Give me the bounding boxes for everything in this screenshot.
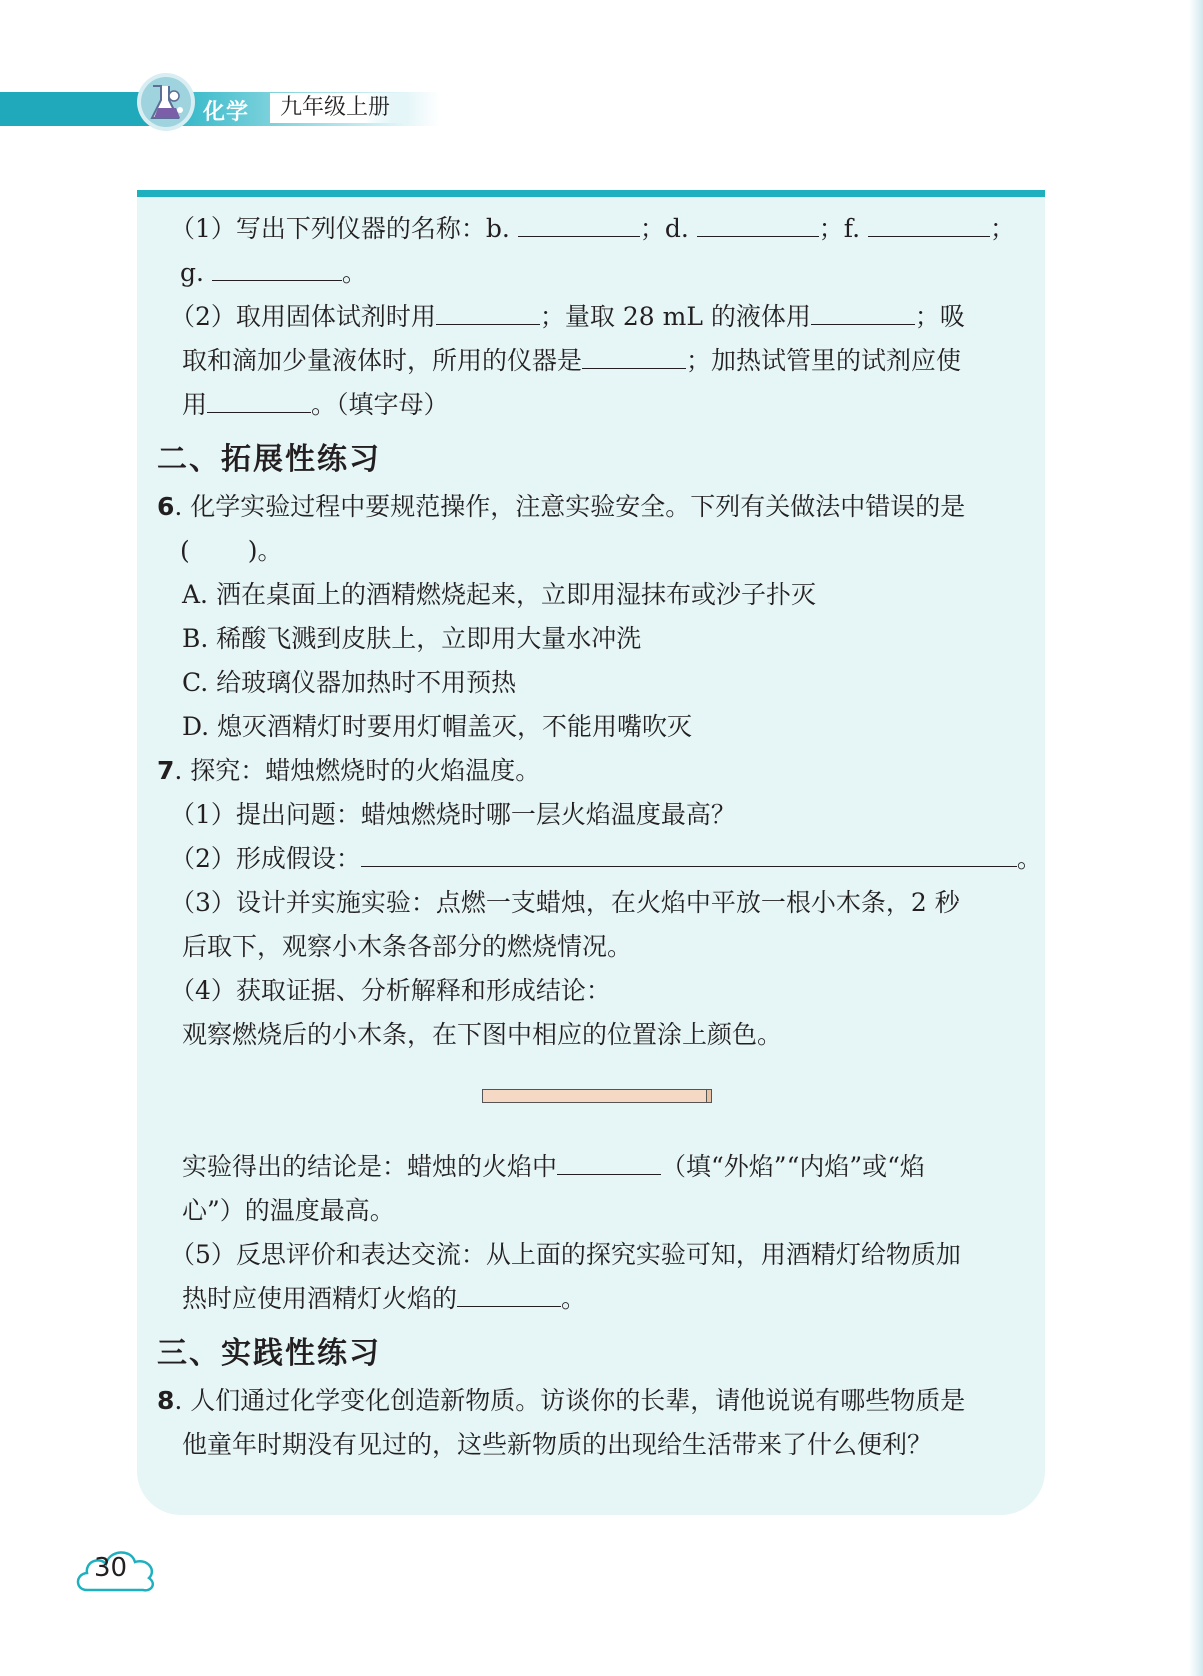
q5-part2-line2 <box>182 344 961 378</box>
q7-stem <box>157 754 540 788</box>
answer-blank-d[interactable] <box>697 214 819 237</box>
q7-part4-line2: 观察燃烧后的小木条，在下图中相应的位置涂上颜色。 <box>182 1020 783 1049</box>
header-bar-left <box>0 92 150 126</box>
q8-line1-text: . 人们通过化学变化创造新物质。访谈你的长辈，请他说说有哪些物质是 <box>174 1386 966 1415</box>
q7-conclusion-hint: （填“外焰”“内焰”或“焰 <box>661 1152 925 1181</box>
q5-p2-text-c: ；吸 <box>914 302 965 331</box>
q7-part5-line1: （5）反思评价和表达交流：从上面的探究实验可知，用酒精灯给物质加 <box>170 1240 961 1269</box>
q6-option-d: D. 熄灭酒精灯时要用灯帽盖灭，不能用嘴吹灭 <box>182 712 693 741</box>
q6-option-b: B. 稀酸飞溅到皮肤上，立即用大量水冲洗 <box>182 624 642 653</box>
q5-p2-text: （2）取用固体试剂时用 <box>170 302 436 331</box>
q7-part5-line2 <box>182 1282 586 1316</box>
q5-p1-text-d: ；d. <box>639 214 689 243</box>
q5-part2-line3 <box>182 388 449 422</box>
answer-blank-f[interactable] <box>868 214 990 237</box>
q7-conclusion-text: 实验得出的结论是：蜡烛的火焰中 <box>182 1152 558 1181</box>
answer-blank-hypothesis[interactable] <box>361 844 1017 867</box>
wood-stick-figure[interactable] <box>482 1089 710 1103</box>
q7-stem-text: . 探究：蜡烛燃烧时的火焰温度。 <box>174 756 541 785</box>
answer-blank-b[interactable] <box>518 214 640 237</box>
answer-blank-flame-layer[interactable] <box>557 1152 661 1175</box>
q5-p1-text-f: ；f. <box>818 214 861 243</box>
q6-answer-paren[interactable]: ( )。 <box>180 536 283 565</box>
q5-p2-text-d: 取和滴加少量液体时，所用的仪器是 <box>182 346 583 375</box>
q7-conclusion-line2: 心”）的温度最高。 <box>182 1196 395 1225</box>
section-title-practice: 三、实践性练习 <box>157 1336 381 1371</box>
q5-p2-text-e: ；加热试管里的试剂应使 <box>686 346 962 375</box>
q5-p1-period: 。 <box>341 258 367 287</box>
answer-blank-heating[interactable] <box>207 390 311 413</box>
q7-part4-line1: （4）获取证据、分析解释和形成结论： <box>170 976 611 1005</box>
q7-p2-period: 。 <box>1016 844 1042 873</box>
answer-blank-dropper[interactable] <box>582 346 686 369</box>
header-subject: 化学 <box>203 100 250 125</box>
answer-blank-g[interactable] <box>212 258 342 281</box>
q8-number: 8 <box>157 1386 175 1415</box>
q6-stem-text: . 化学实验过程中要规范操作，注意实验安全。下列有关做法中错误的是 <box>174 492 966 521</box>
q8-line1 <box>157 1384 965 1418</box>
page-number: 30 <box>94 1553 128 1583</box>
answer-blank-solid[interactable] <box>436 302 540 325</box>
q7-number: 7 <box>157 756 175 785</box>
q7-part3-line2: 后取下，观察小木条各部分的燃烧情况。 <box>182 932 633 961</box>
q5-part1-line2 <box>180 256 367 290</box>
q6-number: 6 <box>157 492 175 521</box>
answer-blank-flame-part[interactable] <box>457 1284 561 1307</box>
q5-p1-text: （1）写出下列仪器的名称：b. <box>170 214 510 243</box>
q5-part1-line1 <box>170 212 1015 246</box>
q6-option-a: A. 洒在桌面上的酒精燃烧起来，立即用湿抹布或沙子扑灭 <box>182 580 816 609</box>
q6-option-c: C. 给玻璃仪器加热时不用预热 <box>182 668 517 697</box>
q7-p5-text: 热时应使用酒精灯火焰的 <box>182 1284 458 1313</box>
q8-line2: 他童年时期没有见过的，这些新物质的出现给生活带来了什么便利？ <box>182 1430 933 1459</box>
page-edge <box>1189 0 1203 1676</box>
q5-p1-text-end: ； <box>989 214 1015 243</box>
q5-p2-text-f: 用 <box>182 390 208 419</box>
q5-p1-text-g: g. <box>180 258 204 287</box>
q5-p2-text-g: 。（填字母） <box>311 390 449 419</box>
q7-part1: （1）提出问题：蜡烛燃烧时哪一层火焰温度最高？ <box>170 800 736 829</box>
q7-p2-text: （2）形成假设： <box>170 844 361 873</box>
q6-stem <box>157 490 965 524</box>
flask-logo-icon <box>136 72 196 132</box>
header-grade: 九年级上册 <box>270 93 406 123</box>
q5-p2-text-b: ；量取 28 mL 的液体用 <box>539 302 811 331</box>
wood-stick-end <box>706 1089 712 1103</box>
answer-blank-liquid[interactable] <box>811 302 915 325</box>
section-title-extended: 二、拓展性练习 <box>157 442 381 477</box>
q7-part3-line1: （3）设计并实施实验：点燃一支蜡烛，在火焰中平放一根小木条，2 秒 <box>170 888 960 917</box>
q7-conclusion-line1 <box>182 1150 925 1184</box>
q5-part2-line1 <box>170 300 965 334</box>
q7-part2 <box>170 842 1042 876</box>
q7-p5-period: 。 <box>561 1284 587 1313</box>
